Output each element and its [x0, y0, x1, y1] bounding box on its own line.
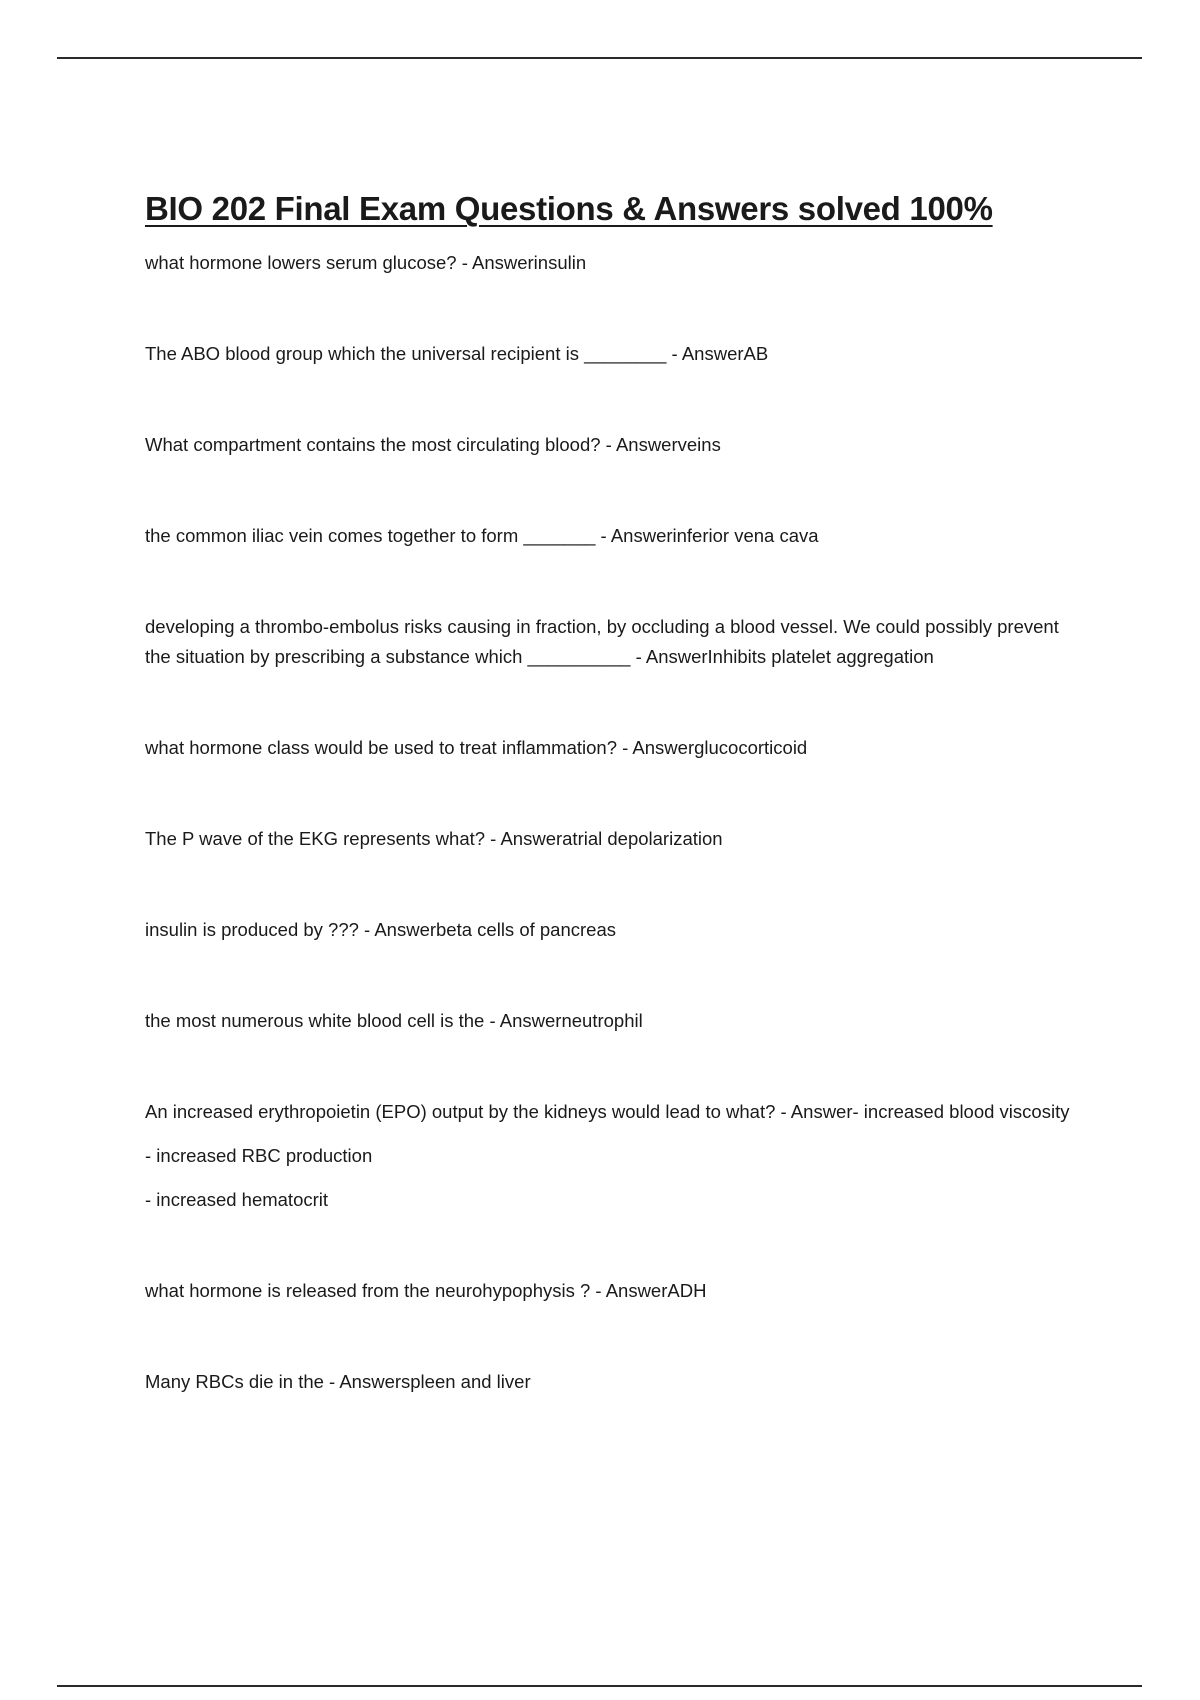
qa-item [145, 824, 1085, 854]
qa-answer-line: - increased RBC production [145, 1145, 373, 1166]
qa-text: what hormone is released from the neurohypophysis ? - AnswerADH [145, 1280, 707, 1301]
qa-text: The P wave of the EKG represents what? - Answeratrial depolarization [145, 828, 723, 849]
qa-answer-line: - increased hematocrit [145, 1189, 329, 1210]
qa-text: the most numerous white blood cell is the - Answerneutrophil [145, 1010, 643, 1031]
qa-text: the common iliac vein comes together to form _______ - Answerinferior vena cava [145, 525, 819, 546]
document-title: BIO 202 Final Exam Questions & Answers solved 100% [145, 190, 993, 227]
qa-text: developing a thrombo-embolus risks causing in fraction, by occluding a blood vessel. We could possibly prevent the situation by prescribing a substance which __________ - AnswerInhibits platelet aggregation [145, 616, 1059, 667]
qa-item [145, 1006, 1085, 1036]
qa-item [145, 1276, 1085, 1306]
qa-text: what hormone lowers serum glucose? - Answerinsulin [145, 252, 587, 273]
qa-text: What compartment contains the most circulating blood? - Answerveins [145, 434, 721, 455]
qa-item [145, 612, 1085, 672]
qa-text: Many RBCs die in the - Answerspleen and liver [145, 1371, 531, 1392]
qa-item [145, 521, 1085, 551]
qa-item [145, 430, 1085, 460]
qa-text: insulin is produced by ??? - Answerbeta cells of pancreas [145, 919, 616, 940]
qa-item [145, 733, 1085, 763]
qa-item [145, 248, 1085, 278]
header-rule [57, 57, 1142, 59]
qa-item [145, 915, 1085, 945]
qa-text: An increased erythropoietin (EPO) output by the kidneys would lead to what? - Answer- increased blood viscosity [145, 1101, 1070, 1122]
qa-text: what hormone class would be used to treat inflammation? - Answerglucocorticoid [145, 737, 808, 758]
footer-rule [57, 1685, 1142, 1687]
qa-item [145, 339, 1085, 369]
qa-item [145, 1097, 1085, 1215]
qa-item [145, 1367, 1085, 1397]
qa-text: The ABO blood group which the universal recipient is ________ - AnswerAB [145, 343, 769, 364]
document-body [145, 190, 1085, 1458]
